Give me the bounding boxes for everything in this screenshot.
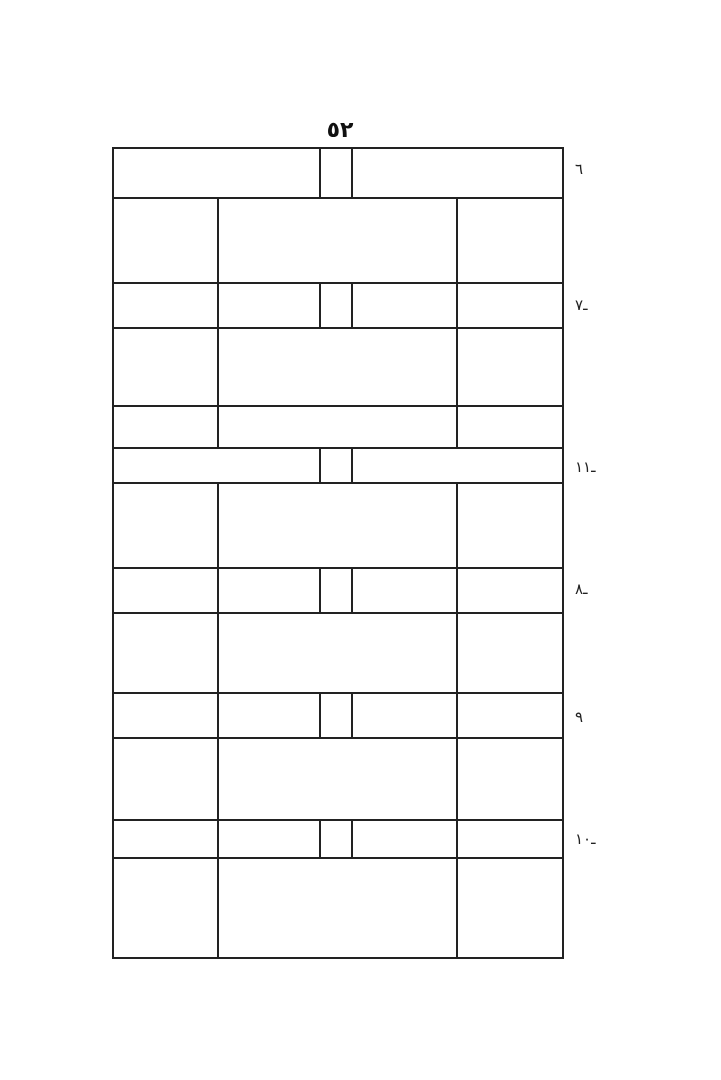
table-rule	[114, 147, 562, 149]
table-rule	[319, 147, 321, 197]
page-number: ٥٢	[326, 118, 354, 143]
verse-line	[114, 284, 319, 326]
table-rule	[114, 405, 562, 407]
verse-table	[112, 147, 564, 959]
verse-line	[219, 652, 456, 692]
verse-line	[114, 569, 319, 611]
verse-line	[219, 365, 456, 405]
verse-line	[219, 327, 456, 367]
stanza-number: ٩	[575, 708, 584, 726]
section-heading	[319, 447, 353, 482]
verse-line	[219, 200, 456, 240]
verse-line	[219, 899, 456, 929]
verse-line	[351, 694, 564, 736]
verse-line	[351, 859, 564, 899]
verse-line	[219, 739, 456, 779]
stanza-number: ـ٧	[575, 296, 588, 314]
stanza-number: ـ٨	[575, 580, 588, 598]
verse-line	[114, 150, 319, 195]
table-rule	[319, 567, 321, 612]
table-rule	[319, 282, 321, 327]
verse-line	[351, 569, 564, 611]
verse-line	[351, 150, 564, 195]
verse-line	[219, 614, 456, 654]
verse-line	[351, 284, 564, 326]
table-rule	[114, 197, 562, 199]
verse-line	[219, 777, 456, 819]
verse-line	[219, 240, 456, 280]
verse-line	[114, 821, 319, 857]
verse-line	[351, 821, 564, 857]
table-rule	[319, 692, 321, 737]
verse-line	[114, 694, 319, 736]
verse-line	[114, 859, 319, 899]
table-rule	[319, 819, 321, 857]
verse-line	[219, 525, 456, 567]
verse-line	[219, 484, 456, 526]
verse-line	[219, 927, 456, 957]
stanza-number: ـ١٠	[575, 830, 596, 848]
stanza-number: ـ١١	[575, 458, 596, 476]
stanza-number: ٦	[575, 160, 584, 178]
